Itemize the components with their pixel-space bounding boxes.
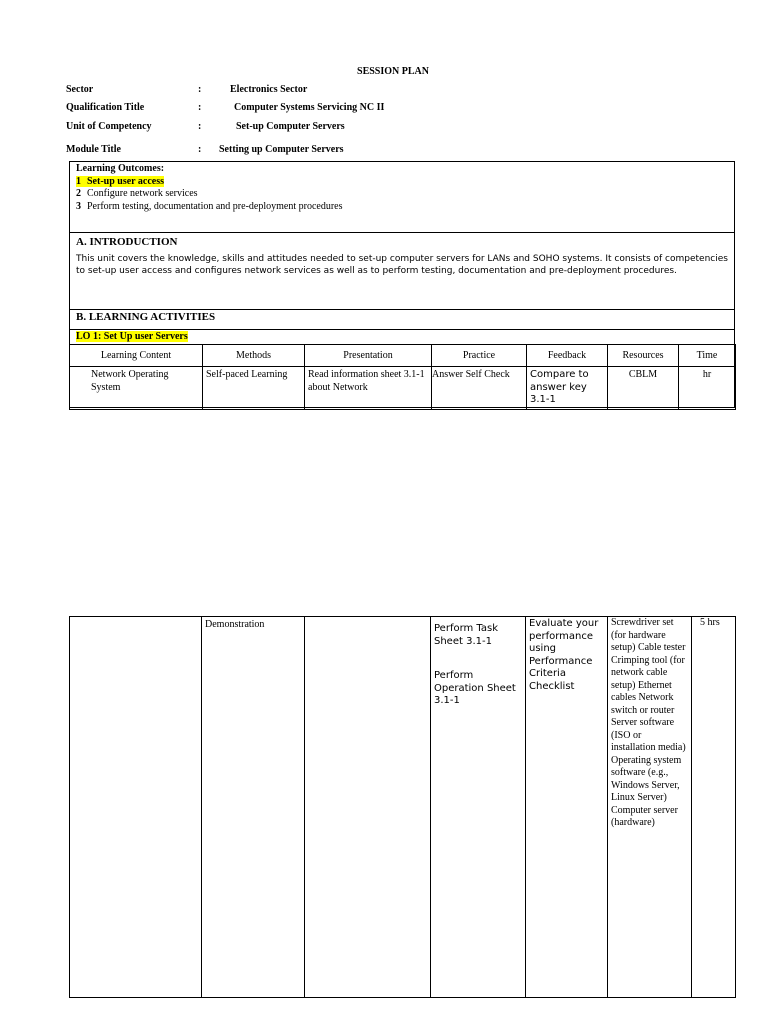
- learning-outcomes: [76, 163, 342, 213]
- column-header: Time: [679, 345, 736, 367]
- learning-outcome-2: 2 Configure network services: [76, 188, 198, 199]
- learning-outcome-1: [76, 176, 342, 189]
- meta-separator: :: [198, 121, 202, 132]
- cell-content: [70, 617, 202, 998]
- cell-time: hr: [679, 367, 736, 410]
- column-header: Practice: [432, 345, 527, 367]
- column-header: Methods: [203, 345, 305, 367]
- introduction-heading: A. INTRODUCTION: [76, 236, 178, 248]
- cell-resources: CBLM: [608, 367, 679, 410]
- practice-task-sheet: Perform Task Sheet 3.1-1: [434, 623, 499, 647]
- meta-key: Unit of Competency: [66, 121, 152, 132]
- meta-key: Sector: [66, 84, 94, 95]
- learning-outcome-1-text: 1 Set-up user access: [76, 175, 165, 187]
- cell-methods: Demonstration: [202, 617, 305, 998]
- meta-value: Computer Systems Servicing NC II: [234, 102, 385, 113]
- learning-activities-table: [69, 344, 736, 410]
- divider: [70, 329, 734, 330]
- cell-resources: Screwdriver set (for hardware setup) Cable tester Crimping tool (for network cable setup) Ethernet cables Network switch or router Server software (ISO or installation media) Operating system software (e.g., Windows Server, Linux Server) Computer server (hardware): [608, 617, 692, 998]
- divider: [70, 309, 734, 310]
- introduction-text: This unit covers the knowledge, skills and attitudes needed to set-up computer servers for LANs and SOHO systems. It consists of competencies to set-up user access and configures network services as well as to perform testing, documentation and pre-deployment procedures.: [76, 254, 728, 276]
- cell-methods: Self-paced Learning: [203, 367, 305, 410]
- meta-value: Electronics Sector: [230, 84, 308, 95]
- meta-value: Setting up Computer Servers: [219, 144, 344, 155]
- learning-outcomes-heading: Learning Outcomes:: [76, 163, 165, 174]
- table-header-row: [70, 345, 736, 367]
- meta-separator: :: [198, 102, 202, 113]
- session-plan-box: [69, 161, 735, 408]
- document-title: SESSION PLAN: [357, 66, 429, 77]
- column-header: Resources: [608, 345, 679, 367]
- continuation-table: [69, 616, 736, 998]
- meta-value: Set-up Computer Servers: [236, 121, 345, 132]
- cell-presentation: [305, 617, 431, 998]
- cell-practice: [431, 617, 526, 998]
- learning-activities-heading: B. LEARNING ACTIVITIES: [76, 311, 216, 323]
- meta-separator: :: [198, 144, 202, 155]
- cell-practice: Answer Self Check: [432, 367, 527, 410]
- divider: [70, 232, 734, 233]
- lo1-heading: LO 1: Set Up user Servers: [76, 331, 188, 342]
- cell-presentation: Read information sheet 3.1-1 about Network: [305, 367, 432, 410]
- practice-operation-sheet: Perform Operation Sheet 3.1-1: [434, 670, 516, 706]
- column-header: Learning Content: [70, 345, 203, 367]
- meta-key: Qualification Title: [66, 102, 145, 113]
- table-row: [70, 367, 736, 410]
- cell-time: 5 hrs: [692, 617, 736, 998]
- cell-feedback: Compare to answer key 3.1-1: [527, 367, 608, 410]
- cell-feedback: Evaluate your performance using Performance Criteria Checklist: [526, 617, 608, 998]
- learning-outcome-3: 3 Perform testing, documentation and pre-deployment procedures: [76, 200, 343, 212]
- cell-content: Network Operating System: [70, 367, 203, 410]
- table-row: [70, 617, 736, 998]
- column-header: Presentation: [305, 345, 432, 367]
- column-header: Feedback: [527, 345, 608, 367]
- meta-separator: :: [198, 84, 202, 95]
- meta-key: Module Title: [66, 144, 121, 155]
